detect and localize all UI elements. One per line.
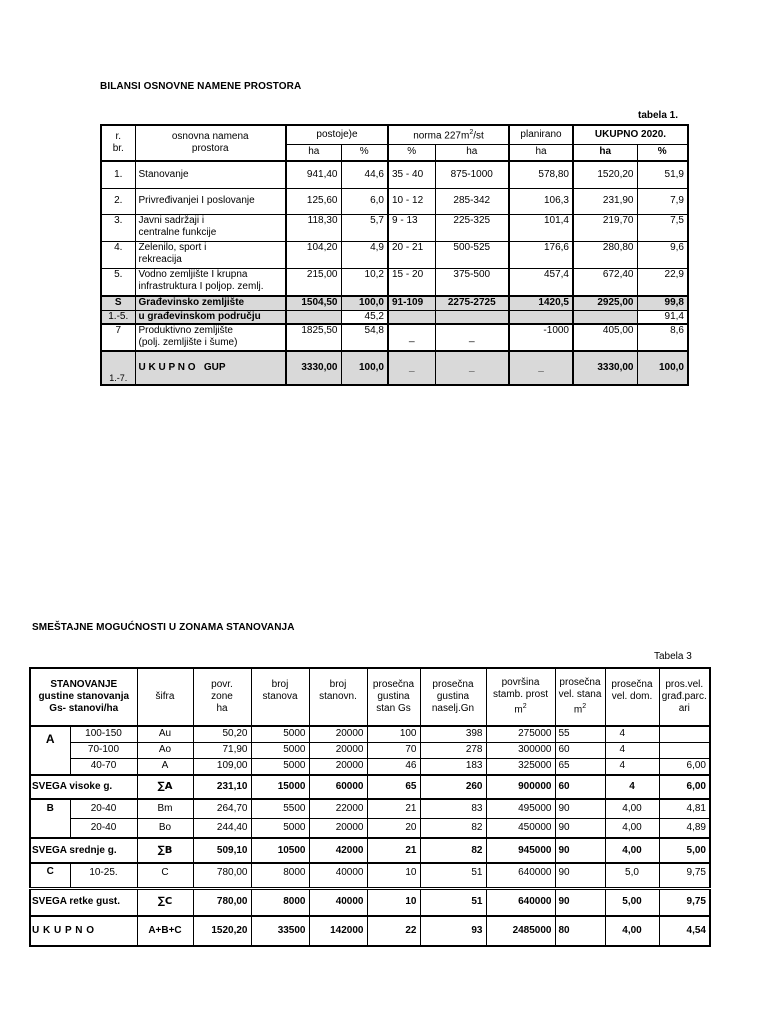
zone-area: 244,40 [193, 818, 251, 838]
density-range: 100-150 [70, 726, 137, 742]
subtotal-plot-size: 6,00 [659, 775, 710, 799]
header-broj-stanova: broj stanova [251, 668, 309, 726]
subtotal-housing-density: 65 [367, 775, 420, 799]
subtotal-area: 780,00 [193, 888, 251, 916]
total-postojece-pct: 100,0 [341, 351, 388, 385]
planirano-ha: 457,4 [509, 268, 573, 296]
zone-area: 71,90 [193, 742, 251, 758]
total-norma-ha: _ [435, 351, 509, 385]
norma-ha: 500-525 [435, 241, 509, 268]
row-name: Javni sadržaji i centralne funkcije [135, 214, 286, 241]
subtotal-row [30, 838, 710, 863]
population-density: 278 [420, 742, 486, 758]
postojece-pct: 10,2 [341, 268, 388, 296]
zone-code: A [137, 758, 193, 775]
row-name: Privređivanjei I poslovanje [135, 188, 286, 214]
avg-plot-size [659, 726, 710, 742]
header-velicina-domacinstva: prosečna vel. dom. [605, 668, 659, 726]
density-range: 20-40 [70, 818, 137, 838]
ukupno-pct: 7,9 [637, 188, 688, 214]
subtotal-plot-size: 9,75 [659, 888, 710, 916]
table-row [30, 799, 710, 818]
table-row [30, 742, 710, 758]
grand-total-housing-density: 22 [367, 916, 420, 946]
population-density: 51 [420, 863, 486, 888]
avg-household-size: 4,00 [605, 818, 659, 838]
header-gustina-stanovanja: prosečna gustina stan Gs [367, 668, 420, 726]
grand-total-row [30, 916, 710, 946]
sum-empty-cell [509, 310, 573, 324]
sum-row-range: 1.-5. [101, 310, 135, 324]
sum-ukupno-pct-2: 91,4 [637, 310, 688, 324]
table-row [30, 818, 710, 838]
housing-density: 20 [367, 818, 420, 838]
subtotal-code: ∑C [137, 888, 193, 916]
grand-total-population-density: 93 [420, 916, 486, 946]
zone-code: Bo [137, 818, 193, 838]
postojece-ha: 941,40 [286, 161, 341, 188]
header-gradjevinska-parcela: pros.vel. građ.parc. ari [659, 668, 710, 726]
subtotal-residential-area: 945000 [486, 838, 555, 863]
sum-empty-cell [435, 310, 509, 324]
table-row [101, 188, 688, 214]
table1-header-row-1 [101, 125, 688, 144]
housing-density: 100 [367, 726, 420, 742]
residential-area: 325000 [486, 758, 555, 775]
row-number: 7 [101, 324, 135, 351]
row-name: Stanovanje [135, 161, 286, 188]
total-planirano-ha: _ [509, 351, 573, 385]
grand-total-residents: 142000 [309, 916, 367, 946]
header-stanovanje: STANOVANJE gustine stanovanja Gs- stanovi/ha [30, 668, 137, 726]
residents-count: 20000 [309, 742, 367, 758]
population-density: 82 [420, 818, 486, 838]
zone-code: C [137, 863, 193, 888]
row-name: Produktivno zemljište (polj. zemljište i šume) [135, 324, 286, 351]
table-row [101, 268, 688, 296]
postojece-pct: 5,7 [341, 214, 388, 241]
group-b-label: B [30, 799, 70, 838]
planirano-ha: -1000 [509, 324, 573, 351]
planirano-ha: 176,6 [509, 241, 573, 268]
group-a-label: A [30, 726, 70, 775]
density-range: 40-70 [70, 758, 137, 775]
subtotal-residents: 42000 [309, 838, 367, 863]
norma-pct: 9 - 13 [388, 214, 435, 241]
postojece-ha: 215,00 [286, 268, 341, 296]
population-density: 398 [420, 726, 486, 742]
subtotal-label: SVEGA visoke g. [30, 775, 137, 799]
postojece-pct: 54,8 [341, 324, 388, 351]
sum-row-top [101, 296, 688, 310]
sum-norma-pct: 91-109 [388, 296, 435, 310]
avg-plot-size: 4,89 [659, 818, 710, 838]
header-norma-ha: ha [435, 144, 509, 161]
avg-household-size: 4 [605, 726, 659, 742]
subtotal-dwellings: 10500 [251, 838, 309, 863]
ukupno-pct: 51,9 [637, 161, 688, 188]
table-row [101, 241, 688, 268]
header-planirano: planirano [509, 125, 573, 144]
norma-pct: 20 - 21 [388, 241, 435, 268]
ukupno-ha: 405,00 [573, 324, 637, 351]
residential-area: 450000 [486, 818, 555, 838]
zone-area: 50,20 [193, 726, 251, 742]
avg-dwelling-size: 55 [555, 726, 605, 742]
norma-pct: 10 - 12 [388, 188, 435, 214]
avg-dwelling-size: 65 [555, 758, 605, 775]
row-number: 1. [101, 161, 135, 188]
sum-empty-cell [573, 310, 637, 324]
density-range: 10-25. [70, 863, 137, 888]
subtotal-household-size: 4 [605, 775, 659, 799]
avg-dwelling-size: 90 [555, 818, 605, 838]
subtotal-residential-area: 640000 [486, 888, 555, 916]
land-use-balance-table [100, 124, 689, 386]
ukupno-ha: 219,70 [573, 214, 637, 241]
table-row [30, 863, 710, 888]
norma-ha: 225-325 [435, 214, 509, 241]
subtotal-area: 231,10 [193, 775, 251, 799]
zone-code: Bm [137, 799, 193, 818]
group-c-label: C [30, 863, 70, 888]
header-namena: osnovna namena prostora [135, 125, 286, 161]
zone-area: 264,70 [193, 799, 251, 818]
norma-pct: _ [388, 324, 435, 351]
sum-ukupno-ha: 2925,00 [573, 296, 637, 310]
total-row-range: 1.-7. [101, 351, 135, 385]
table3-title: SMEŠTAJNE MOGUĆNOSTI U ZONAMA STANOVANJA [32, 622, 295, 633]
zone-area: 109,00 [193, 758, 251, 775]
total-ukupno-ha: 3330,00 [573, 351, 637, 385]
header-povrsina-zone: povr. zone ha [193, 668, 251, 726]
dwellings-count: 5000 [251, 742, 309, 758]
sum-row-number: S [101, 296, 135, 310]
total-row-name: U K U P N O GUP [135, 351, 286, 385]
header-planirano-ha: ha [509, 144, 573, 161]
sum-empty-cell [388, 310, 435, 324]
table-row [30, 758, 710, 775]
ukupno-pct: 7,5 [637, 214, 688, 241]
subtotal-residential-area: 900000 [486, 775, 555, 799]
avg-plot-size: 4,81 [659, 799, 710, 818]
header-velicina-stana: prosečna vel. stana $m^2$ [555, 668, 605, 726]
ukupno-ha: 1520,20 [573, 161, 637, 188]
ukupno-pct: 22,9 [637, 268, 688, 296]
subtotal-household-size: 5,00 [605, 888, 659, 916]
subtotal-housing-density: 21 [367, 838, 420, 863]
density-range: 70-100 [70, 742, 137, 758]
housing-capacity-table [29, 667, 711, 947]
housing-density: 21 [367, 799, 420, 818]
header-norma-pct: % [388, 144, 435, 161]
dwellings-count: 5500 [251, 799, 309, 818]
grand-total-residential-area: 2485000 [486, 916, 555, 946]
header-rbr: r. br. [101, 125, 135, 161]
subtotal-dwelling-size: 90 [555, 838, 605, 863]
header-norma: norma $227m^2/st$ [388, 125, 509, 144]
postojece-ha: 104,20 [286, 241, 341, 268]
header-ukupno: UKUPNO 2020. [573, 125, 688, 144]
header-postojece: postoje)e [286, 125, 388, 144]
subtotal-dwellings: 15000 [251, 775, 309, 799]
sum-postojece-ha: 1504,50 [286, 296, 341, 310]
table-row [101, 161, 688, 188]
row-number: 2. [101, 188, 135, 214]
postojece-ha: 125,60 [286, 188, 341, 214]
residential-area: 275000 [486, 726, 555, 742]
density-range: 20-40 [70, 799, 137, 818]
row-number: 5. [101, 268, 135, 296]
avg-plot-size [659, 742, 710, 758]
header-ukupno-pct: % [637, 144, 688, 161]
subtotal-row [30, 775, 710, 799]
postojece-pct: 44,6 [341, 161, 388, 188]
sum-planirano-ha: 1420,5 [509, 296, 573, 310]
subtotal-row [30, 888, 710, 916]
total-ukupno-pct: 100,0 [637, 351, 688, 385]
dwellings-count: 5000 [251, 758, 309, 775]
grand-total-area: 1520,20 [193, 916, 251, 946]
header-gustina-naseljenosti: prosečna gustina naselj.Gn [420, 668, 486, 726]
ukupno-ha: 672,40 [573, 268, 637, 296]
norma-ha: 875-1000 [435, 161, 509, 188]
row-number: 4. [101, 241, 135, 268]
residential-area: 495000 [486, 799, 555, 818]
planirano-ha: 578,80 [509, 161, 573, 188]
subtotal-label: SVEGA retke gust. [30, 888, 137, 916]
subtotal-housing-density: 10 [367, 888, 420, 916]
subtotal-area: 509,10 [193, 838, 251, 863]
row-name: Vodno zemljište I krupna infrastruktura I poljop. zemlj. [135, 268, 286, 296]
subtotal-plot-size: 5,00 [659, 838, 710, 863]
planirano-ha: 101,4 [509, 214, 573, 241]
dwellings-count: 5000 [251, 818, 309, 838]
residents-count: 22000 [309, 799, 367, 818]
sum-row-name: Građevinsko zemljište [135, 296, 286, 310]
subtotal-population-density: 51 [420, 888, 486, 916]
norma-pct: 15 - 20 [388, 268, 435, 296]
avg-dwelling-size: 90 [555, 863, 605, 888]
postojece-ha: 1825,50 [286, 324, 341, 351]
avg-household-size: 4,00 [605, 799, 659, 818]
residential-area: 300000 [486, 742, 555, 758]
residents-count: 20000 [309, 818, 367, 838]
total-postojece-ha: 3330,00 [286, 351, 341, 385]
ukupno-pct: 9,6 [637, 241, 688, 268]
subtotal-dwelling-size: 90 [555, 888, 605, 916]
grand-total-household-size: 4,00 [605, 916, 659, 946]
ukupno-ha: 280,80 [573, 241, 637, 268]
zone-area: 780,00 [193, 863, 251, 888]
postojece-pct: 4,9 [341, 241, 388, 268]
avg-household-size: 4 [605, 742, 659, 758]
zone-code: Ao [137, 742, 193, 758]
norma-ha: 285-342 [435, 188, 509, 214]
header-stambeni-prostor: površina stamb. prost $m^2$ [486, 668, 555, 726]
table3-header-row [30, 668, 710, 726]
table1-title: BILANSI OSNOVNE NAMENE PROSTORA [100, 81, 302, 92]
residential-area: 640000 [486, 863, 555, 888]
norma-ha: 375-500 [435, 268, 509, 296]
subtotal-code: ∑B [137, 838, 193, 863]
population-density: 83 [420, 799, 486, 818]
grand-total-label: U K U P N O [30, 916, 137, 946]
avg-household-size: 5,0 [605, 863, 659, 888]
avg-plot-size: 9,75 [659, 863, 710, 888]
total-row [101, 351, 688, 385]
table-row [101, 324, 688, 351]
sum-postojece-pct-2: 45,2 [341, 310, 388, 324]
row-number: 3. [101, 214, 135, 241]
avg-dwelling-size: 60 [555, 742, 605, 758]
avg-dwelling-size: 90 [555, 799, 605, 818]
ukupno-ha: 231,90 [573, 188, 637, 214]
norma-pct: 35 - 40 [388, 161, 435, 188]
subtotal-label: SVEGA srednje g. [30, 838, 137, 863]
dwellings-count: 5000 [251, 726, 309, 742]
grand-total-plot-size: 4,54 [659, 916, 710, 946]
grand-total-code: A+B+C [137, 916, 193, 946]
planirano-ha: 106,3 [509, 188, 573, 214]
table-row [30, 726, 710, 742]
table1-caption: tabela 1. [638, 110, 679, 121]
residents-count: 20000 [309, 726, 367, 742]
subtotal-dwellings: 8000 [251, 888, 309, 916]
subtotal-population-density: 260 [420, 775, 486, 799]
grand-total-dwellings: 33500 [251, 916, 309, 946]
sum-norma-ha: 2275-2725 [435, 296, 509, 310]
population-density: 183 [420, 758, 486, 775]
row-name: Zelenilo, sport i rekreacija [135, 241, 286, 268]
table-row [101, 214, 688, 241]
grand-total-dwelling-size: 80 [555, 916, 605, 946]
header-postojece-ha: ha [286, 144, 341, 161]
housing-density: 70 [367, 742, 420, 758]
avg-plot-size: 6,00 [659, 758, 710, 775]
sum-row-name-2: u građevinskom području [135, 310, 286, 324]
table3-caption: Tabela 3 [654, 651, 692, 662]
dwellings-count: 8000 [251, 863, 309, 888]
subtotal-household-size: 4,00 [605, 838, 659, 863]
sum-ukupno-pct: 99,8 [637, 296, 688, 310]
subtotal-population-density: 82 [420, 838, 486, 863]
subtotal-dwelling-size: 60 [555, 775, 605, 799]
sum-row-bottom [101, 310, 688, 324]
sum-postojece-pct: 100,0 [341, 296, 388, 310]
subtotal-code: ∑A [137, 775, 193, 799]
subtotal-residents: 40000 [309, 888, 367, 916]
sum-empty-cell [286, 310, 341, 324]
ukupno-pct: 8,6 [637, 324, 688, 351]
residents-count: 20000 [309, 758, 367, 775]
header-broj-stanovnika: broj stanovn. [309, 668, 367, 726]
norma-ha: _ [435, 324, 509, 351]
zone-code: Au [137, 726, 193, 742]
header-sifra: šifra [137, 668, 193, 726]
avg-household-size: 4 [605, 758, 659, 775]
header-postojece-pct: % [341, 144, 388, 161]
housing-density: 46 [367, 758, 420, 775]
subtotal-residents: 60000 [309, 775, 367, 799]
header-ukupno-ha: ha [573, 144, 637, 161]
total-norma-pct: _ [388, 351, 435, 385]
postojece-pct: 6,0 [341, 188, 388, 214]
residents-count: 40000 [309, 863, 367, 888]
housing-density: 10 [367, 863, 420, 888]
postojece-ha: 118,30 [286, 214, 341, 241]
